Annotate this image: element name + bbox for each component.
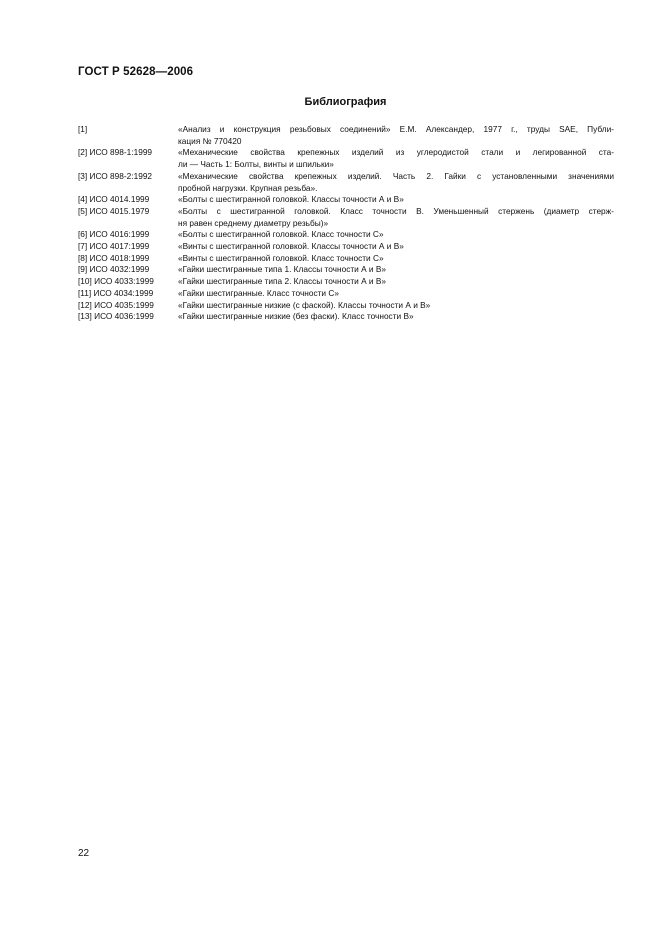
bibliography-entry: [78, 311, 614, 323]
bibliography-text: [178, 276, 614, 288]
bibliography-ref: [10] ИСО 4033:1999: [78, 276, 154, 287]
bibliography-entry: [78, 194, 614, 206]
bibliography-entry: [78, 300, 614, 312]
section-title: Библиография: [304, 96, 387, 108]
bibliography-text: [178, 124, 614, 147]
bibliography-ref: [6] ИСО 4016:1999: [78, 229, 150, 240]
bibliography-text-line: «Болты с шестигранной головкой. Класс точности С»: [178, 229, 384, 240]
bibliography-ref: [12] ИСО 4035:1999: [78, 299, 154, 310]
bibliography-entry: [78, 229, 614, 241]
bibliography-entry: [78, 206, 614, 229]
bibliography-ref: [5] ИСО 4015.1979: [78, 205, 150, 216]
bibliography-text-line: «Винты с шестигранной головкой. Класс точности С»: [178, 252, 384, 263]
bibliography-text-line: «Анализ и конструкция резьбовых соединений» Е.М. Александер, 1977 г., труды SAE, Публи-: [178, 124, 614, 134]
bibliography-text-line: «Гайки шестигранные. Класс точности С»: [178, 287, 339, 298]
bibliography-text: [178, 147, 614, 170]
bibliography-ref: [7] ИСО 4017:1999: [78, 241, 150, 252]
bibliography-text: [178, 206, 614, 229]
bibliography-text-line: «Механические свойства крепежных изделий из углеродистой стали и легированной ста-: [178, 147, 614, 158]
bibliography-ref: [8] ИСО 4018:1999: [78, 252, 150, 263]
bibliography-ref: [4] ИСО 4014.1999: [78, 194, 150, 205]
bibliography-ref: [3] ИСО 898-2:1992: [78, 170, 153, 181]
bibliography-ref: [11] ИСО 4034:1999: [78, 287, 154, 298]
bibliography-text: [178, 229, 614, 241]
bibliography-entry: [78, 264, 614, 276]
bibliography-text-line: «Механические свойства крепежных изделий. Часть 2. Гайки с установленными значениями: [178, 170, 614, 181]
page-number: 22: [78, 848, 90, 859]
bibliography-text: [178, 171, 614, 194]
bibliography-entry: [78, 241, 614, 253]
bibliography-text: [178, 288, 614, 300]
bibliography-text: [178, 264, 614, 276]
bibliography-text-line: «Гайки шестигранные низкие (с фаской). Классы точности А и В»: [178, 299, 431, 310]
bibliography-text-line: «Винты с шестигранной головкой. Классы точности А и В»: [178, 241, 404, 252]
bibliography-text-line: ня равен среднему диаметру резьбы)»: [178, 217, 329, 228]
bibliography-text-line: пробной нагрузки. Крупная резьба».: [178, 182, 318, 193]
bibliography-text-line: кация № 770420: [178, 135, 242, 146]
bibliography-entry: [78, 276, 614, 288]
bibliography-text: [178, 311, 614, 323]
bibliography-text-line: «Болты с шестигранной головкой. Классы точности А и В»: [178, 194, 404, 205]
bibliography-list: [78, 124, 614, 323]
bibliography-text-line: «Гайки шестигранные низкие (без фаски). Класс точности В»: [178, 311, 414, 322]
bibliography-text: [178, 253, 614, 265]
bibliography-entry: [78, 147, 614, 170]
bibliography-ref: [9] ИСО 4032:1999: [78, 264, 150, 275]
bibliography-text-line: «Болты с шестигранной головкой. Класс точности В. Уменьшенный стержень (диаметр стерж-: [178, 205, 614, 216]
bibliography-text-line: ли — Часть 1: Болты, винты и шпильки»: [178, 159, 334, 170]
bibliography-ref: [13] ИСО 4036:1999: [78, 311, 154, 322]
bibliography-entry: [78, 124, 614, 147]
bibliography-text-line: «Гайки шестигранные типа 1. Классы точности А и В»: [178, 264, 387, 275]
bibliography-ref: [2] ИСО 898-1:1999: [78, 147, 153, 158]
bibliography-text: [178, 300, 614, 312]
bibliography-entry: [78, 171, 614, 194]
bibliography-entry: [78, 288, 614, 300]
bibliography-entry: [78, 253, 614, 265]
bibliography-text: [178, 194, 614, 206]
document-header: ГОСТ Р 52628—2006: [78, 66, 194, 78]
bibliography-text-line: «Гайки шестигранные типа 2. Классы точности А и В»: [178, 276, 387, 287]
bibliography-text: [178, 241, 614, 253]
bibliography-ref: [1]: [78, 124, 88, 134]
